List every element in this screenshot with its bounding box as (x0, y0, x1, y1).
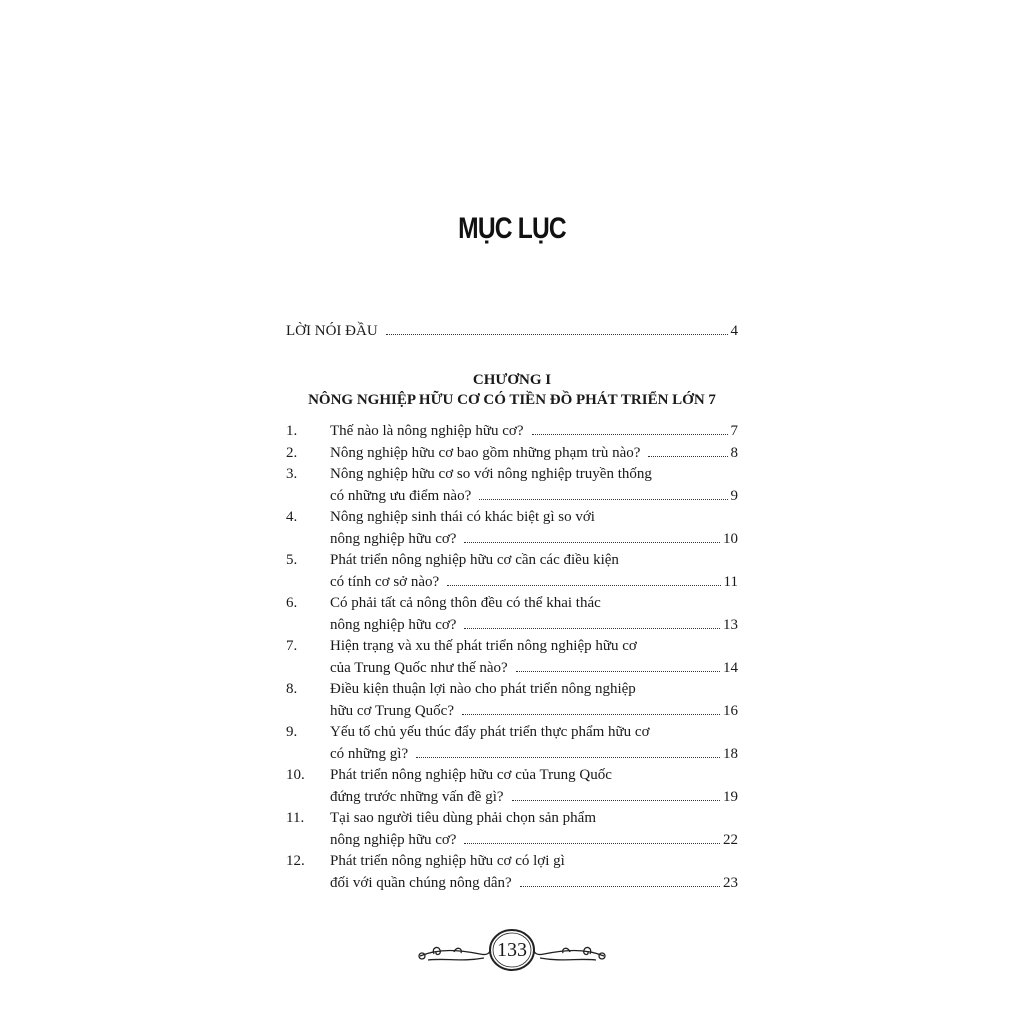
entry-number: 6. (286, 595, 298, 611)
toc-entry (286, 765, 738, 808)
toc-entry (286, 464, 738, 507)
entry-number: 12. (286, 853, 305, 869)
chapter-title: NÔNG NGHIỆP HỮU CƠ CÓ TIỀN ĐỒ PHÁT TRIỂN LỚN 7 (308, 392, 716, 408)
entry-number: 10. (286, 767, 305, 783)
dot-leader (464, 627, 720, 629)
entry-title-line: đứng trước những vấn đề gì? (330, 788, 504, 805)
dot-leader (532, 433, 728, 435)
entry-title-line: đối với quần chúng nông dân? (330, 874, 512, 891)
entry-title-line: Điều kiện thuận lợi nào cho phát triển nông nghiệp (330, 681, 636, 697)
preface-label: LỜI NÓI ĐẦU (286, 323, 378, 339)
entry-number: 4. (286, 509, 298, 525)
entry-title-line: nông nghiệp hữu cơ? (330, 831, 457, 848)
toc-entry (286, 593, 738, 636)
entry-title-line: nông nghiệp hữu cơ? (330, 616, 457, 633)
entry-page-number: 18 (723, 745, 738, 762)
entry-page-number: 14 (723, 659, 738, 676)
entry-page-number: 9 (730, 487, 738, 504)
entry-number: 3. (286, 466, 298, 482)
toc-entry-preface (286, 323, 738, 340)
toc-entry (286, 443, 738, 465)
entry-page-number: 22 (723, 831, 738, 848)
dot-leader (447, 584, 720, 586)
toc-entry-list (286, 421, 738, 894)
entry-title-line: Nông nghiệp sinh thái có khác biệt gì so với (330, 509, 595, 525)
entry-title-line: Phát triển nông nghiệp hữu cơ cần các điều kiện (330, 552, 619, 568)
toc-entry (286, 507, 738, 550)
dot-leader (479, 498, 727, 500)
entry-title-line: hữu cơ Trung Quốc? (330, 702, 454, 719)
dot-leader (520, 885, 720, 887)
page-number: 133 (497, 939, 527, 961)
entry-title-line: Có phải tất cả nông thôn đều có thể khai thác (330, 595, 601, 611)
toc-entry (286, 851, 738, 894)
entry-number: 8. (286, 681, 298, 697)
dot-leader (464, 842, 720, 844)
entry-number: 1. (286, 423, 298, 439)
entry-title-line: Nông nghiệp hữu cơ bao gồm những phạm trù nào? (330, 444, 641, 461)
entry-page-number: 10 (723, 530, 738, 547)
toc-entry (286, 636, 738, 679)
entry-title-line: Thế nào là nông nghiệp hữu cơ? (330, 423, 524, 439)
entry-page-number: 13 (723, 616, 738, 633)
entry-page-number: 19 (723, 788, 738, 805)
entry-page-number: 8 (730, 444, 738, 461)
entry-number: 2. (286, 444, 298, 461)
chapter-label: CHƯƠNG I (472, 372, 552, 388)
dot-leader (386, 333, 728, 335)
entry-page-number: 7 (730, 423, 738, 439)
preface-page-number: 4 (730, 323, 738, 339)
toc-entry (286, 679, 738, 722)
entry-title-line: nông nghiệp hữu cơ? (330, 530, 457, 547)
entry-number: 7. (286, 638, 298, 654)
entry-page-number: 16 (723, 702, 738, 719)
entry-title-line: Nông nghiệp hữu cơ so với nông nghiệp truyền thống (330, 466, 652, 482)
entry-title-line: có những ưu điểm nào? (330, 487, 472, 504)
entry-title-line: có tính cơ sở nào? (330, 573, 440, 590)
entry-title-line: Phát triển nông nghiệp hữu cơ của Trung Quốc (330, 767, 612, 783)
toc-entry (286, 550, 738, 593)
entry-title-line: Yếu tố chủ yếu thúc đẩy phát triển thực phẩm hữu cơ (330, 724, 650, 740)
dot-leader (462, 713, 720, 715)
entry-title-line: Hiện trạng và xu thế phát triển nông nghiệp hữu cơ (330, 638, 637, 654)
toc-entry (286, 808, 738, 851)
toc-entry (286, 421, 738, 443)
dot-leader (512, 799, 720, 801)
toc-entry (286, 722, 738, 765)
dot-leader (416, 756, 720, 758)
entry-title-line: có những gì? (330, 745, 409, 762)
entry-number: 5. (286, 552, 298, 568)
entry-page-number: 23 (723, 874, 738, 891)
entry-number: 9. (286, 724, 298, 740)
dot-leader (464, 541, 720, 543)
dot-leader (648, 455, 727, 457)
entry-title-line: của Trung Quốc như thế nào? (330, 659, 508, 676)
dot-leader (516, 670, 720, 672)
entry-page-number: 11 (723, 573, 738, 590)
page-title: MỤC LỤC (458, 212, 566, 245)
entry-number: 11. (286, 810, 305, 826)
entry-title-line: Phát triển nông nghiệp hữu cơ có lợi gì (330, 853, 565, 869)
entry-title-line: Tại sao người tiêu dùng phải chọn sản phẩm (330, 810, 597, 826)
